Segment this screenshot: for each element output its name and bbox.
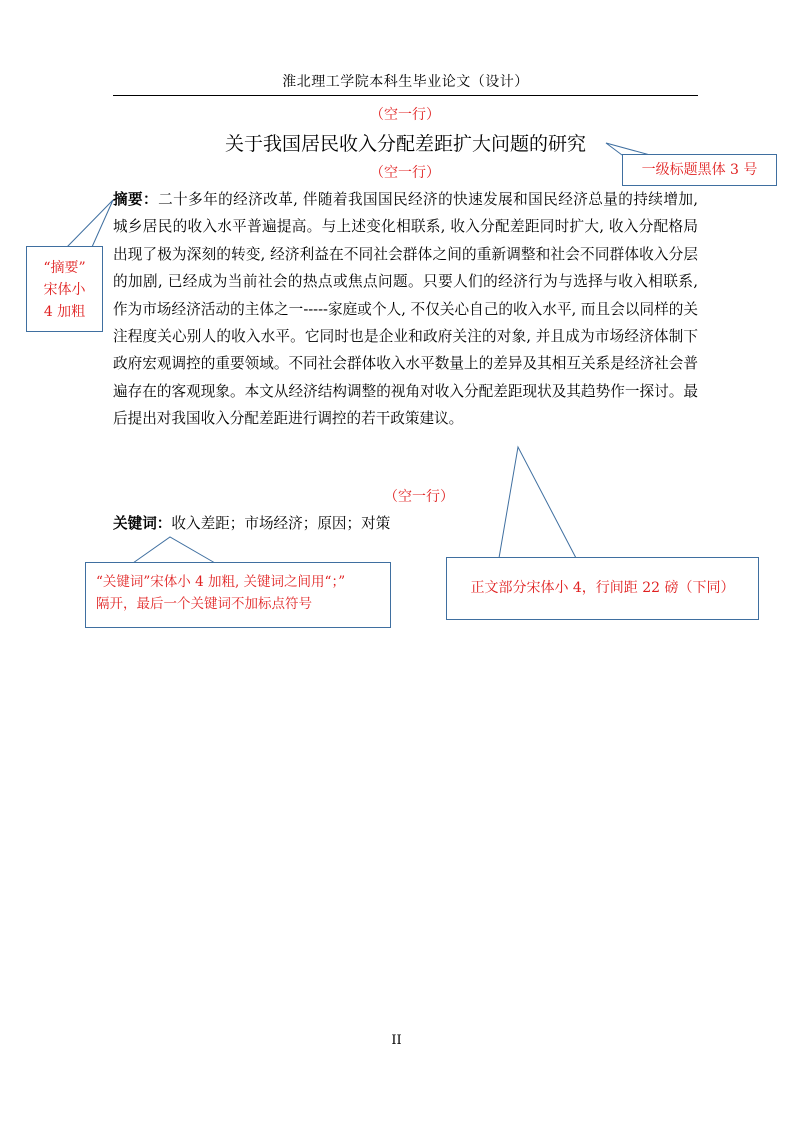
abstract-label: 摘要： — [113, 191, 159, 208]
abstract-callout-line3: 4 加粗 — [43, 304, 86, 320]
title-callout-text: 一级标题黑体 3 号 — [641, 162, 758, 178]
header-rule — [113, 95, 698, 96]
thesis-title: 关于我国居民收入分配差距扩大问题的研究 — [224, 133, 586, 155]
blank-line-note-2: （空一行） — [370, 165, 440, 181]
abstract-font-callout — [26, 246, 103, 332]
page-header: 淮北理工学院本科生毕业论文（设计） — [282, 74, 529, 90]
keywords-label: 关键词： — [113, 515, 172, 532]
keywords-callout-leader — [133, 537, 215, 563]
body-font-callout — [446, 557, 759, 620]
abstract-text: 二十多年的经济改革, 伴随着我国国民经济的快速发展和国民经济总量的持续增加, 城乡居民的收入水平普遍提高。与上述变化相联系, 收入分配差距同时扩大, 收入分配格局出现了极为深刻的转变, 经济利益在不同社会群体之间的重新调整和社会不同群体收入分层的加剧, 已经成为当前社会的热点或焦点问题。只要人们的经济行为与选择与收入相联系, 作为市场经济活动的主体之一-----家庭或个人, 不仅关心自己的收入水平, 而且会以同样的关注程度关心别人的收入水平。它同时也是企业和政府关注的对象, 并且成为市场经济体制下政府宏观调控的重要领域。不同社会群体收入水平数量上的差异及其相互关系是经济社会普遍存在的客观现象。本文从经济结构调整的视角对收入分配差距现状及其趋势作一探讨。最后提出对我国收入分配差距进行调控的若干政策建议。 — [113, 191, 698, 428]
abstract-callout-line1: “摘要” — [43, 260, 86, 276]
body-callout-leader — [499, 447, 576, 558]
body-callout-text: 正文部分宋体小 4，行间距 22 磅（下同） — [470, 580, 735, 596]
page-number: II — [391, 1033, 402, 1048]
blank-line-note-3: （空一行） — [384, 489, 454, 505]
title-font-callout — [622, 154, 777, 186]
keywords-callout-line2: 隔开，最后一个关键词不加标点符号 — [96, 596, 312, 612]
abstract-paragraph — [113, 186, 698, 433]
keywords-font-callout — [85, 562, 391, 628]
blank-line-note-1: （空一行） — [370, 107, 440, 123]
abstract-callout-leader — [67, 200, 113, 247]
keywords-callout-line1: “关键词”宋体小 4 加粗, 关键词之间用“；” — [96, 574, 346, 590]
keywords-line — [113, 512, 390, 533]
abstract-callout-line2: 宋体小 — [43, 282, 86, 298]
keywords-text: 收入差距；市场经济；原因；对策 — [171, 515, 391, 532]
